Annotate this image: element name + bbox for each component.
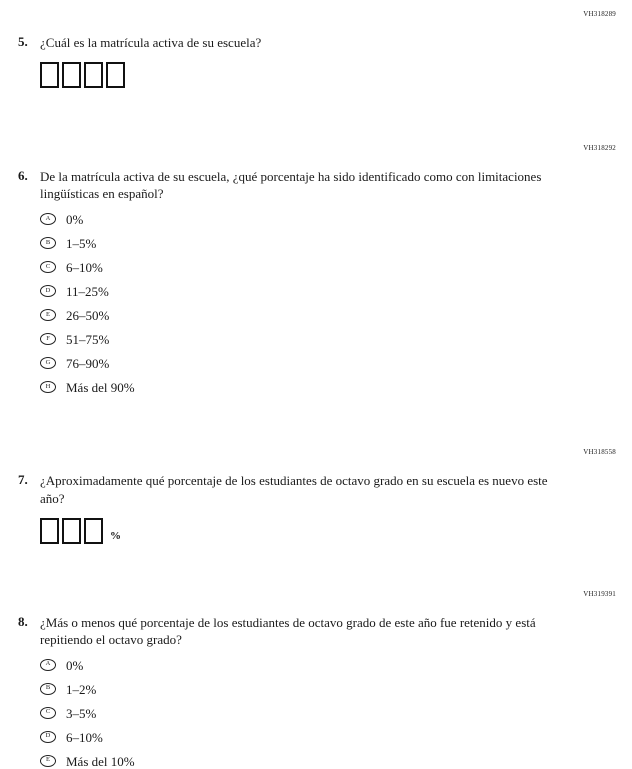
option-bubble[interactable]: B: [40, 237, 56, 249]
option-bubble[interactable]: A: [40, 659, 56, 671]
option-label: 1–5%: [66, 235, 97, 251]
digit-box[interactable]: [84, 62, 103, 88]
option-bubble[interactable]: H: [40, 381, 56, 393]
option-bubble[interactable]: C: [40, 261, 56, 273]
option-bubble[interactable]: C: [40, 707, 56, 719]
digit-box[interactable]: [106, 62, 125, 88]
option-row: [40, 753, 552, 768]
option-label: 26–50%: [66, 307, 110, 323]
option-label: Más del 10%: [66, 753, 135, 769]
option-row: [40, 355, 552, 370]
question-text: De la matrícula activa de su escuela, ¿qué porcentaje ha sido identificado como con limitaciones lingüísticas en español?: [40, 169, 542, 202]
option-label: 76–90%: [66, 355, 110, 371]
option-row: [40, 307, 552, 322]
question-text: ¿Más o menos qué porcentaje de los estudiantes de octavo grado de este año fue retenido y está repitiendo el octavo grado?: [40, 614, 536, 647]
option-row: [40, 657, 552, 672]
digit-box[interactable]: [40, 518, 59, 544]
option-label: Más del 90%: [66, 379, 135, 395]
question-code: VH318292: [583, 144, 616, 153]
question-text: ¿Cuál es la matrícula activa de su escuela?: [40, 35, 262, 50]
digit-box[interactable]: [62, 518, 81, 544]
option-bubble[interactable]: E: [40, 755, 56, 767]
digit-box[interactable]: [62, 62, 81, 88]
option-label: 0%: [66, 211, 84, 227]
question-code: VH318289: [583, 10, 616, 18]
option-bubble[interactable]: G: [40, 357, 56, 369]
question-8: [18, 590, 616, 768]
question-number: 5.: [18, 34, 28, 49]
question-number: 8.: [18, 613, 28, 629]
option-row: [40, 259, 552, 274]
option-row: [40, 729, 552, 744]
option-list: [40, 657, 552, 768]
option-label: 51–75%: [66, 331, 110, 347]
option-row: [40, 331, 552, 346]
write-in-boxes: [40, 518, 552, 544]
write-in-boxes: [40, 62, 261, 88]
option-label: 0%: [66, 657, 84, 673]
option-row: [40, 235, 552, 250]
option-row: [40, 211, 552, 226]
option-bubble[interactable]: D: [40, 731, 56, 743]
option-row: [40, 379, 552, 394]
digit-box[interactable]: [84, 518, 103, 544]
option-bubble[interactable]: B: [40, 683, 56, 695]
option-row: [40, 681, 552, 696]
percent-suffix: %: [110, 529, 121, 542]
digit-box[interactable]: [40, 62, 59, 88]
question-number: 6.: [18, 168, 28, 184]
question-code: VH319391: [583, 589, 616, 598]
option-bubble[interactable]: D: [40, 285, 56, 297]
option-bubble[interactable]: F: [40, 333, 56, 345]
question-6: [18, 144, 616, 394]
question-number: 7.: [18, 472, 28, 488]
option-bubble[interactable]: E: [40, 309, 56, 321]
option-list: [40, 211, 552, 394]
option-label: 6–10%: [66, 729, 103, 745]
option-row: [40, 283, 552, 298]
option-bubble[interactable]: A: [40, 213, 56, 225]
question-7: [18, 448, 616, 543]
option-label: 1–2%: [66, 681, 97, 697]
option-label: 6–10%: [66, 259, 103, 275]
question-code: VH318558: [583, 448, 616, 457]
question-text: ¿Aproximadamente qué porcentaje de los estudiantes de octavo grado en su escuela es nuevo este año?: [40, 473, 548, 506]
question-5: [18, 10, 616, 88]
option-label: 11–25%: [66, 283, 109, 299]
option-label: 3–5%: [66, 705, 97, 721]
option-row: [40, 705, 552, 720]
